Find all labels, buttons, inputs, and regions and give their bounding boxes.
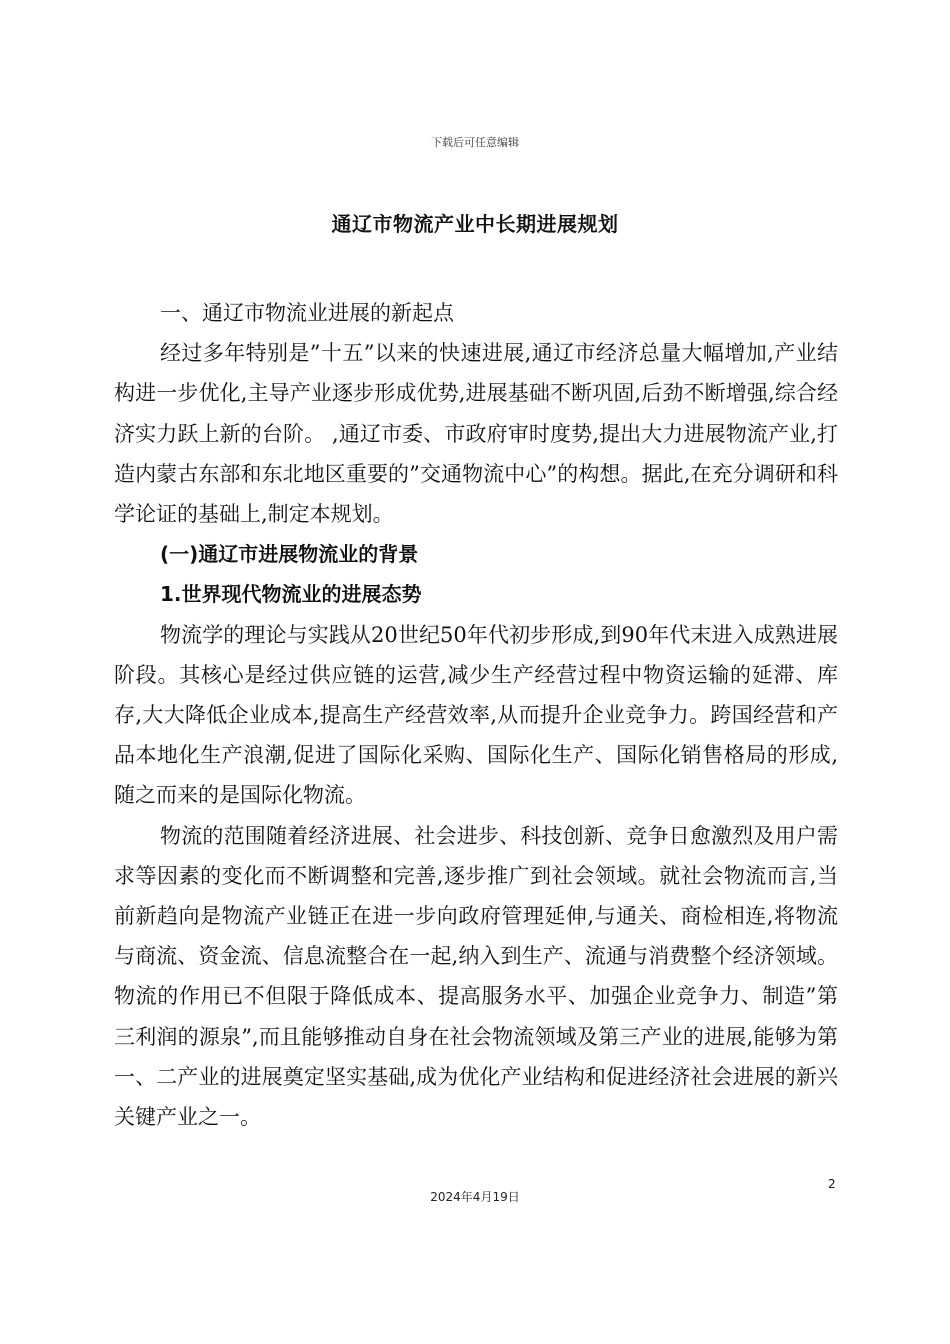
footer-date: 2024年4月19日 (430, 1190, 520, 1204)
paragraph-intro: 经过多年特别是”十五”以来的快速进展,通辽市经济总量大幅增加,产业结构进一步优化,主导产业逐步形成优势,进展基础不断巩固,后劲不断增强,综合经济实力跃上新的台阶。 ,通辽市委、市政府审时度势,提出大力进展物流产业,打造内蒙古东部和东北地区重要的”交通物流中心”的构想。据此,在充分调研和科学论证的基础上,制定本规划。 (114, 341, 838, 527)
section-heading: 一、通辽市物流业进展的新起点 (160, 301, 454, 325)
paragraph-logistics-theory: 物流学的理论与实践从20世纪50年代初步形成,到90年代末进入成熟进展阶段。其核心是经过供应链的运营,减少生产经营过程中物资运输的延滞、库存,大大降低企业成本,提高生产经营效率,从而提升企业竞争力。跨国经营和产品本地化生产浪潮,促进了国际化采购、国际化生产、国际化销售格局的形成,随之而来的是国际化物流。 (114, 622, 838, 808)
document-title: 通辽市物流产业中长期进展规划 (331, 212, 619, 236)
paragraph-logistics-scope: 物流的范围随着经济进展、社会进步、科技创新、竞争日愈激烈及用户需求等因素的变化而不断调整和完善,逐步推广到社会领域。就社会物流而言,当前新趋向是物流产业链正在进一步向政府管理延伸,与通关、商检相连,将物流与商流、资金流、信息流整合在一起,纳入到生产、流通与消费整个经济领域。物流的作用已不但限于降低成本、提高服务水平、加强企业竞争力、制造”第三利润的源泉”,而且能够推动自身在社会物流领域及第三产业的进展,能够为第一、二产业的进展奠定坚实基础,成为优化产业结构和促进经济社会进展的新兴关键产业之一。 (114, 823, 838, 1130)
subheading-background: (一)通辽市进展物流业的背景 (160, 542, 419, 567)
subheading-world-trends: 1.世界现代物流业的进展态势 (160, 582, 422, 607)
page-number: 2 (828, 1177, 836, 1191)
header-note: 下载后可任意编辑 (431, 136, 519, 149)
document-body (114, 293, 838, 1137)
